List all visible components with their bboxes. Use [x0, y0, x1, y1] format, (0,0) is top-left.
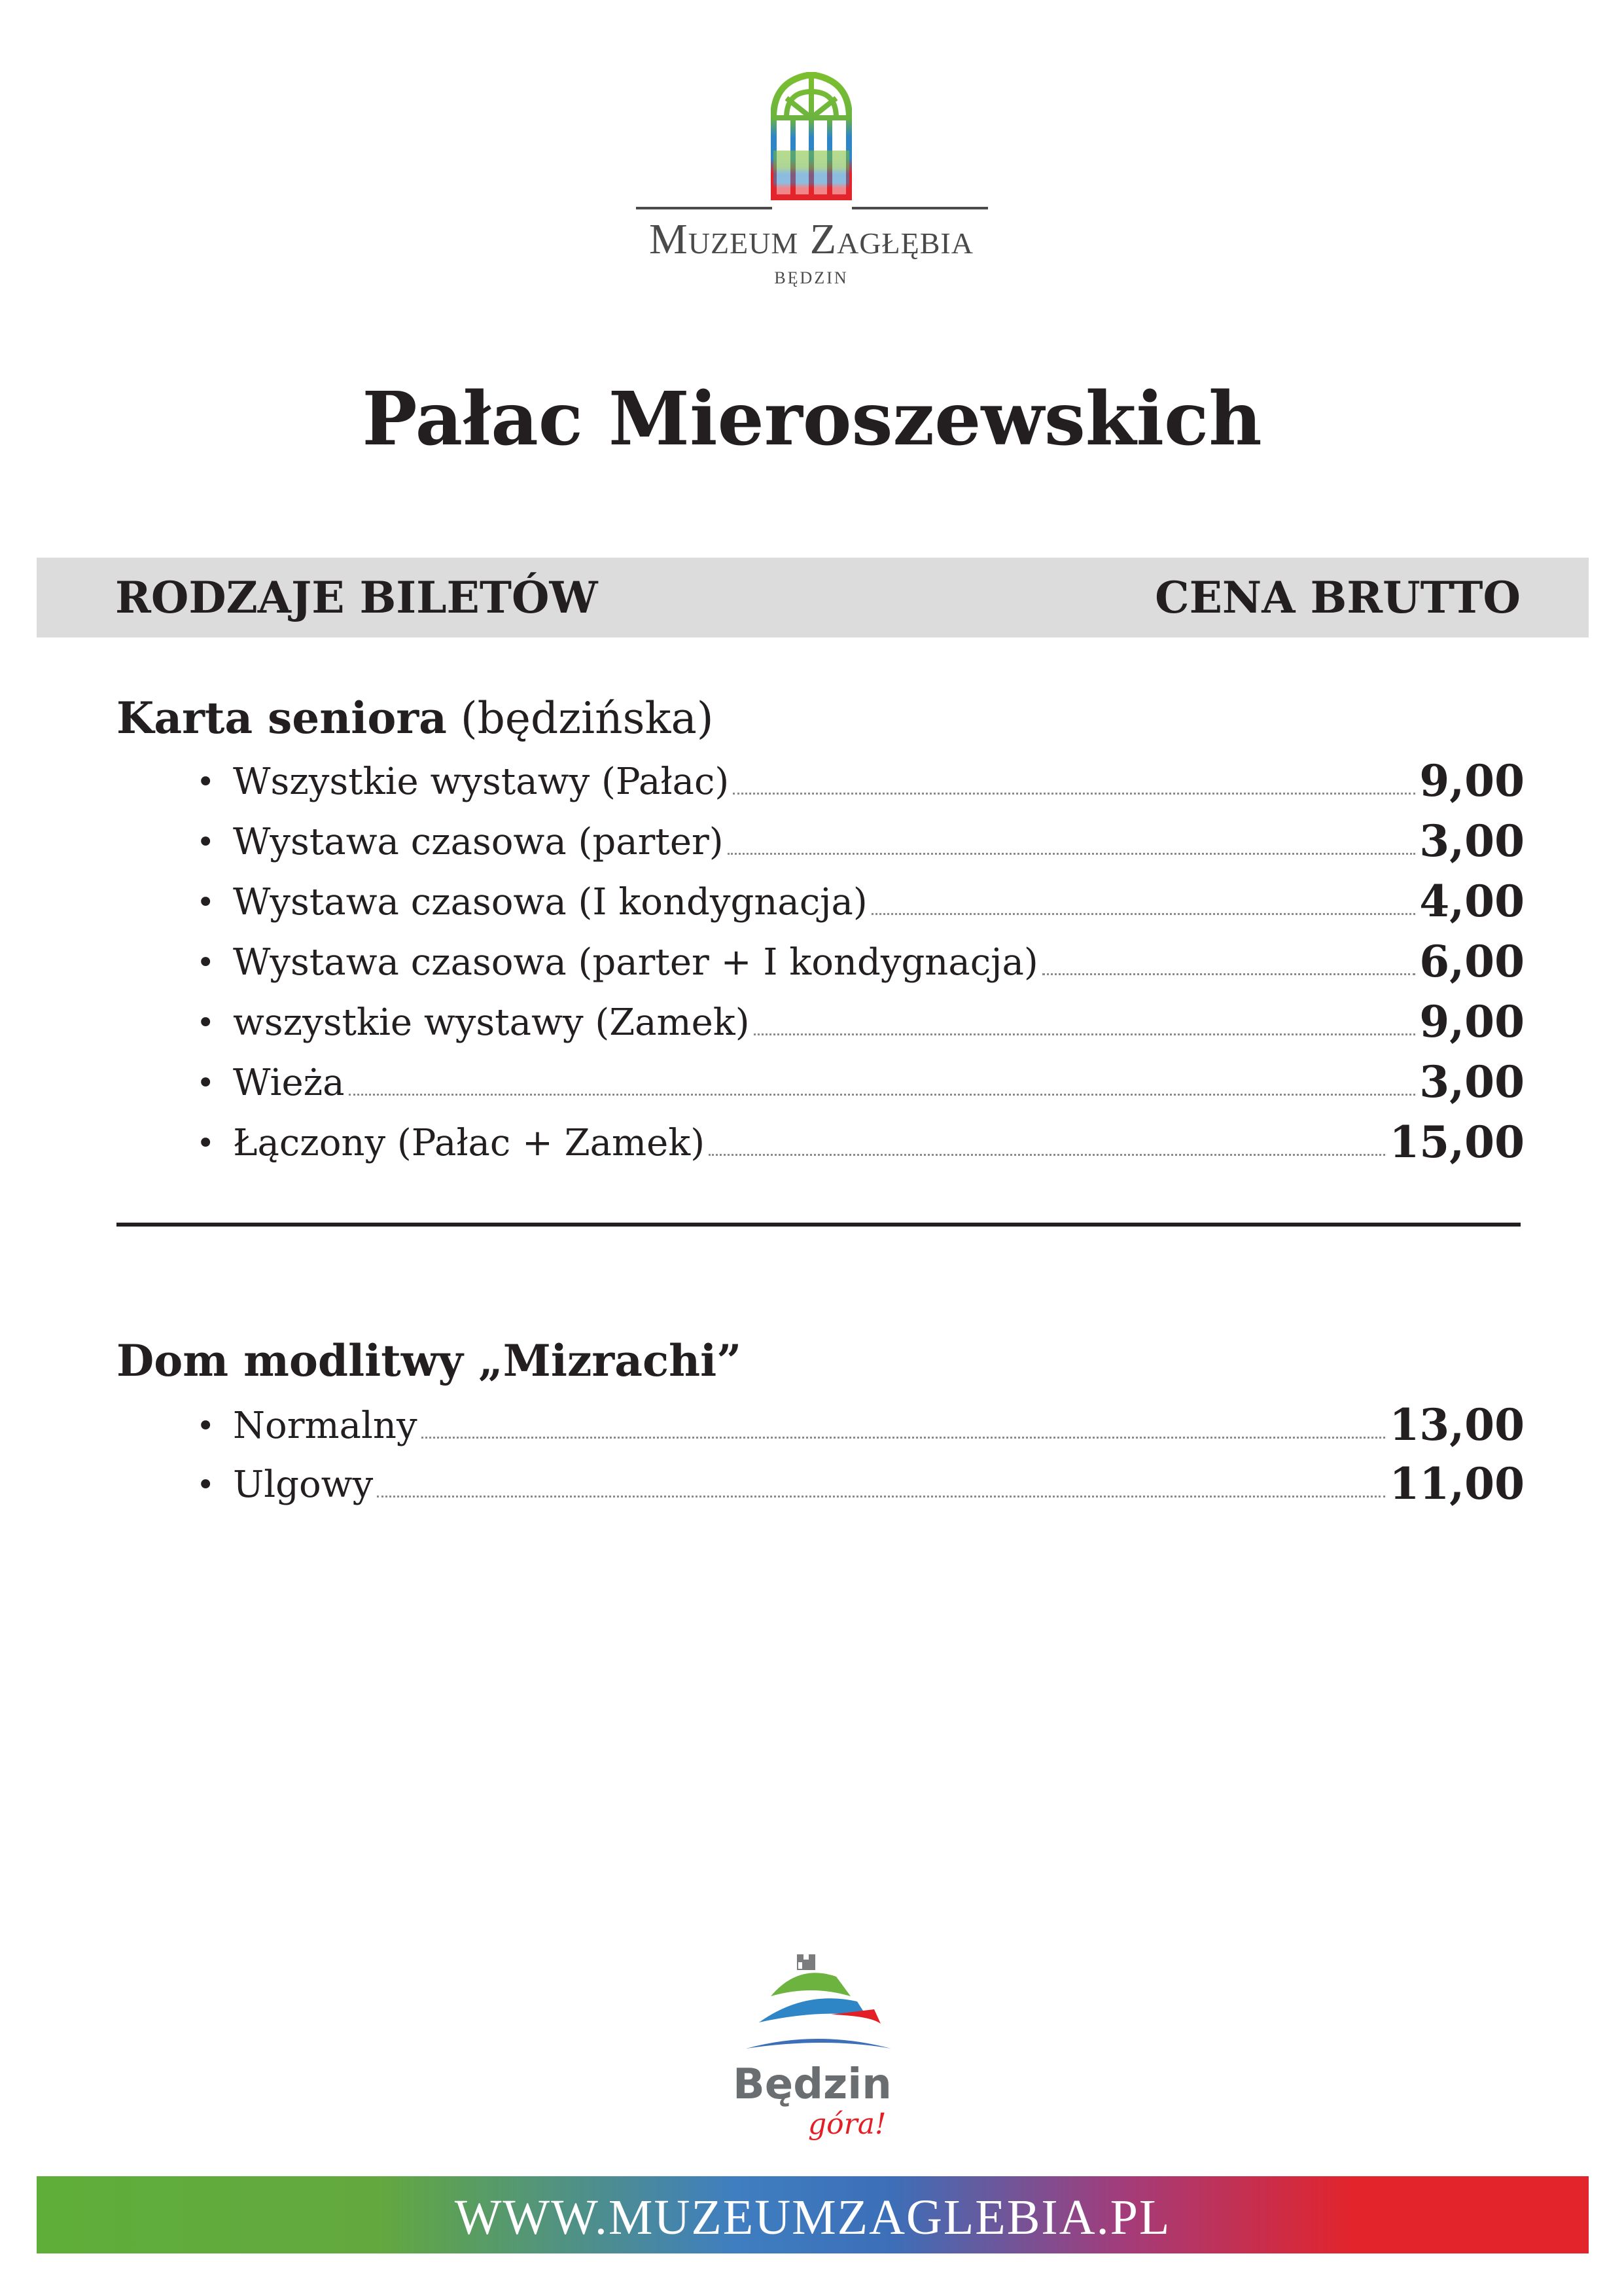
item-label: wszystkie wystawy (Zamek): [233, 1001, 750, 1044]
bullet: •: [196, 1467, 215, 1503]
dotted-leader: [709, 1154, 1385, 1156]
item-label: Wystawa czasowa (parter + I kondygnacja): [233, 941, 1038, 984]
bullet: •: [196, 824, 215, 861]
item-price: 4,00: [1419, 876, 1525, 927]
item-label: Łączony (Pałac + Zamek): [233, 1122, 705, 1164]
item-price: 11,00: [1389, 1458, 1525, 1509]
castle-hill-icon: [720, 1950, 916, 2062]
section-senior-card-title-bold: Karta seniora: [116, 692, 447, 744]
dotted-leader: [728, 853, 1416, 855]
logo-rule-right: [852, 207, 988, 209]
list-item: [196, 1052, 1525, 1105]
list-item: [196, 751, 1525, 804]
dotted-leader: [349, 1094, 1416, 1096]
item-price: 9,00: [1419, 755, 1525, 806]
list-item: [196, 992, 1525, 1045]
item-price: 3,00: [1419, 1056, 1525, 1107]
item-label: Wszystkie wystawy (Pałac): [233, 761, 730, 803]
section-divider: [116, 1223, 1521, 1227]
museum-window-icon: [771, 72, 852, 200]
section-prayer-house-title-text: Dom modlitwy „Mizrachi”: [116, 1335, 742, 1386]
item-price: 9,00: [1419, 996, 1525, 1047]
item-price: 15,00: [1389, 1117, 1525, 1168]
dotted-leader: [733, 793, 1415, 795]
museum-logo: [615, 72, 1008, 295]
list-item: [196, 1395, 1525, 1448]
dotted-leader: [377, 1496, 1385, 1498]
website-link[interactable]: WWW.MUZEUMZAGLEBIA.PL: [454, 2190, 1171, 2245]
header-ticket-types: RODZAJE BILETÓW: [115, 572, 598, 623]
bullet: •: [196, 884, 215, 921]
item-label: Normalny: [233, 1405, 417, 1447]
item-label: Wystawa czasowa (I kondygnacja): [233, 881, 868, 924]
dotted-leader: [421, 1437, 1386, 1439]
item-label: Ulgowy: [233, 1463, 374, 1506]
section-prayer-house-title: [116, 1335, 741, 1386]
bullet: •: [196, 1125, 215, 1162]
item-label: Wieża: [233, 1062, 345, 1104]
list-item: [196, 1454, 1525, 1507]
bullet: •: [196, 1005, 215, 1041]
item-label: Wystawa czasowa (parter): [233, 821, 724, 863]
header-gross-price: CENA BRUTTO: [1155, 572, 1521, 623]
section-senior-card-title-regular: (będzińska): [460, 693, 714, 744]
footer-bar: [37, 2176, 1589, 2253]
bullet: •: [196, 1065, 215, 1102]
bedzin-city-logo: [720, 1950, 916, 2147]
dotted-leader: [872, 913, 1415, 915]
list-item: [196, 1113, 1525, 1168]
bedzin-wordmark: Będzin: [733, 2060, 892, 2109]
list-item: [196, 812, 1525, 867]
bullet: •: [196, 1408, 215, 1444]
table-header: [37, 558, 1589, 637]
list-item: [196, 932, 1525, 987]
section-senior-card-title: [116, 692, 714, 744]
page-title: Pałac Mieroszewskich: [362, 376, 1262, 462]
bullet: •: [196, 764, 215, 800]
dotted-leader: [754, 1033, 1416, 1035]
dotted-leader: [1042, 973, 1416, 975]
bedzin-slogan: góra!: [808, 2108, 887, 2141]
item-price: 6,00: [1419, 936, 1525, 987]
item-price: 3,00: [1419, 816, 1525, 867]
logo-rule-left: [636, 207, 772, 209]
item-price: 13,00: [1389, 1399, 1525, 1450]
list-item: [196, 872, 1525, 927]
museum-name: Muzeum Zagłębia: [649, 215, 974, 263]
bullet: •: [196, 944, 215, 981]
museum-city: BĘDZIN: [774, 268, 849, 287]
